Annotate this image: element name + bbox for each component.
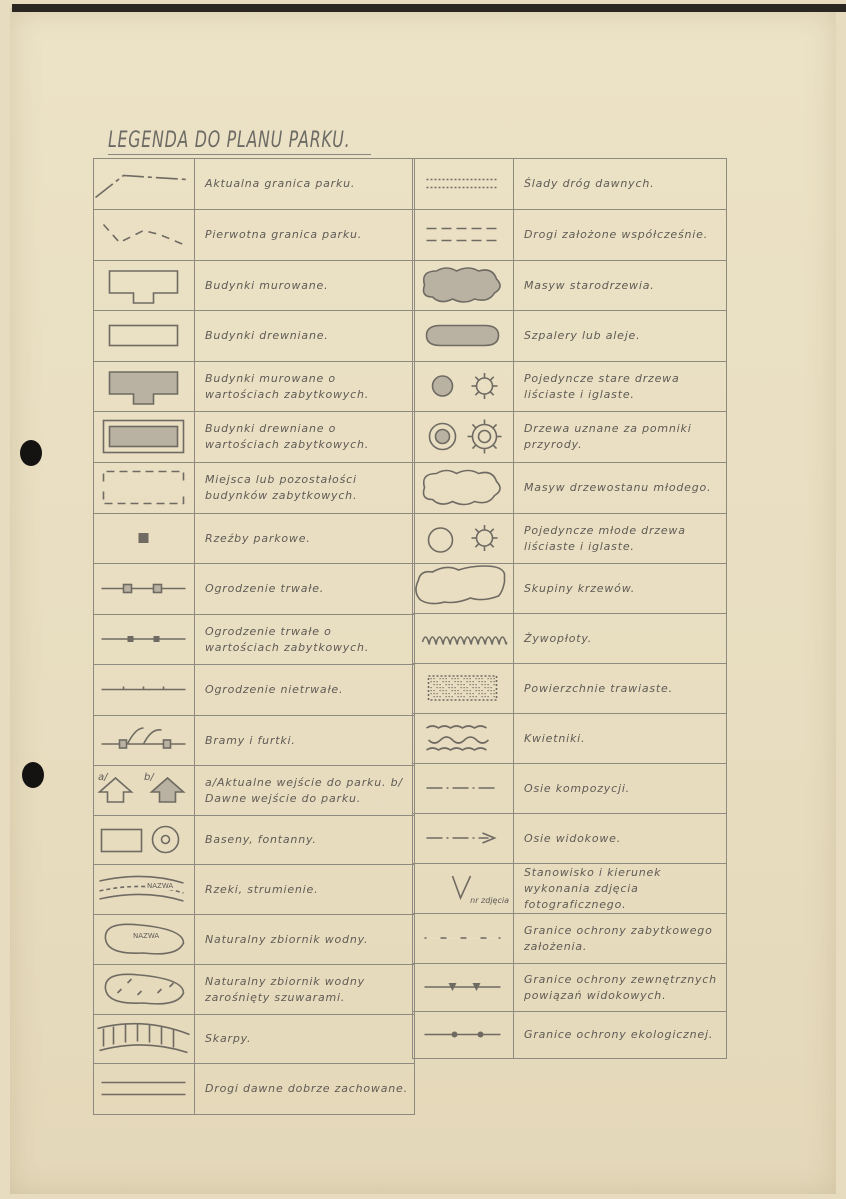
left-label-cell bbox=[194, 864, 415, 915]
historic-masonry-building-icon bbox=[94, 362, 193, 410]
legend-label: Aktualna granica parku. bbox=[205, 177, 356, 190]
left-label-cell bbox=[194, 310, 415, 362]
legend-label: Kwietniki. bbox=[524, 731, 586, 745]
legend-title: LEGENDA DO PLANU PARKU. bbox=[108, 128, 351, 153]
legend-label: Ogrodzenie trwałe o wartościach zabytkowych. bbox=[205, 624, 370, 654]
view-protection-boundary-icon bbox=[413, 964, 512, 1010]
right-label-cell bbox=[513, 763, 727, 814]
right-symbol-cell bbox=[412, 613, 514, 664]
right-label-cell bbox=[513, 209, 727, 261]
hedge-icon bbox=[413, 614, 512, 662]
left-symbol-cell bbox=[93, 914, 195, 965]
legend-label: Ogrodzenie nietrwałe. bbox=[205, 683, 344, 696]
right-label-cell bbox=[513, 863, 727, 914]
entrance-mark-label: b/ bbox=[144, 772, 154, 783]
left-symbol-cell bbox=[93, 964, 195, 1015]
right-symbol-cell bbox=[412, 411, 514, 463]
legend-label: Drogi założone współcześnie. bbox=[524, 228, 709, 241]
right-symbol-cell bbox=[412, 209, 514, 261]
left-symbol-cell bbox=[93, 664, 195, 716]
natural-monument-tree-icon bbox=[413, 412, 512, 461]
left-label-cell bbox=[194, 361, 415, 412]
left-label-cell bbox=[194, 260, 415, 311]
left-label-cell bbox=[194, 614, 415, 665]
legend-label: Ślady dróg dawnych. bbox=[524, 177, 655, 190]
right-label-cell bbox=[513, 361, 727, 412]
left-symbol-cell bbox=[93, 361, 195, 412]
current-boundary-line-icon bbox=[94, 159, 193, 208]
sculpture-icon bbox=[94, 514, 193, 562]
original-boundary-line-icon bbox=[94, 210, 193, 259]
water-name-label: NAZWA bbox=[133, 932, 160, 940]
legend-label: Baseny, fontanny. bbox=[205, 833, 317, 846]
pool-fountain-icon bbox=[94, 816, 193, 863]
legend-label: Żywopłoty. bbox=[524, 631, 593, 645]
right-label-cell bbox=[513, 310, 727, 362]
flowerbed-icon bbox=[413, 714, 512, 762]
right-symbol-cell bbox=[412, 763, 514, 814]
left-symbol-cell bbox=[93, 1014, 195, 1064]
river-icon bbox=[94, 865, 193, 913]
right-label-cell bbox=[513, 411, 727, 463]
legend-label: Budynki drewniane. bbox=[205, 329, 329, 342]
temporary-fence-icon bbox=[94, 665, 193, 714]
legend-label: Bramy i furtki. bbox=[205, 733, 296, 747]
single-old-tree-icon bbox=[413, 362, 512, 410]
left-symbol-cell bbox=[93, 715, 195, 766]
left-label-cell bbox=[194, 462, 415, 514]
right-label-cell bbox=[513, 813, 727, 864]
left-label-cell bbox=[194, 964, 415, 1015]
left-symbol-cell bbox=[93, 411, 195, 463]
left-label-cell bbox=[194, 715, 415, 766]
punch-hole bbox=[20, 440, 42, 466]
legend-label: Granice ochrony zewnętrznych powiązań widokowych. bbox=[524, 972, 717, 1002]
historic-wooden-building-icon bbox=[94, 412, 193, 461]
left-label-cell bbox=[194, 1063, 415, 1115]
legend-label: Skarpy. bbox=[205, 1032, 252, 1045]
view-axis-icon bbox=[413, 814, 512, 862]
wooden-building-icon bbox=[94, 311, 193, 360]
right-symbol-cell bbox=[412, 310, 514, 362]
left-label-cell bbox=[194, 765, 415, 816]
punch-hole bbox=[22, 762, 44, 788]
left-symbol-cell bbox=[93, 1063, 195, 1115]
left-symbol-cell bbox=[93, 614, 195, 665]
gate-icon bbox=[94, 716, 193, 764]
legend-label: Pojedyncze młode drzewa liściaste i iglaste. bbox=[524, 523, 686, 553]
left-label-cell bbox=[194, 411, 415, 463]
legend-label: Miejsca lub pozostałości budynków zabytkowych. bbox=[205, 473, 358, 502]
young-stand-icon bbox=[413, 463, 512, 512]
legend-label: Drzewa uznane za pomniki przyrody. bbox=[524, 422, 692, 451]
left-symbol-cell bbox=[93, 563, 195, 615]
left-symbol-cell bbox=[93, 513, 195, 564]
legend-label: Drogi dawne dobrze zachowane. bbox=[205, 1082, 408, 1095]
right-symbol-cell bbox=[412, 813, 514, 864]
legend-label: Szpalery lub aleje. bbox=[524, 329, 641, 342]
left-label-cell bbox=[194, 1014, 415, 1064]
legend-label: Stanowisko i kierunek wykonania zdjęcia fotograficznego. bbox=[524, 865, 662, 911]
title-underline bbox=[108, 154, 371, 155]
legend-label: Granice ochrony ekologicznej. bbox=[524, 1028, 714, 1041]
left-label-cell bbox=[194, 815, 415, 865]
old-road-traces-icon bbox=[413, 159, 512, 208]
shrub-group-icon bbox=[413, 564, 512, 612]
photo-number-label: nr zdjęcia bbox=[470, 896, 509, 905]
right-label-cell bbox=[513, 613, 727, 664]
left-symbol-cell bbox=[93, 260, 195, 311]
legend-label: Skupiny krzewów. bbox=[524, 581, 636, 595]
legend-label: Budynki murowane o wartościach zabytkowych. bbox=[205, 371, 370, 401]
left-symbol-cell bbox=[93, 310, 195, 362]
right-label-cell bbox=[513, 158, 727, 210]
right-symbol-cell bbox=[412, 863, 514, 914]
legend-label: Rzeźby parkowe. bbox=[205, 531, 311, 545]
legend-label: Rzeki, strumienie. bbox=[205, 882, 319, 896]
legend-label: Masyw drzewostanu młodego. bbox=[524, 481, 712, 494]
right-label-cell bbox=[513, 713, 727, 764]
right-symbol-cell bbox=[412, 963, 514, 1012]
right-symbol-cell bbox=[412, 713, 514, 764]
left-symbol-cell bbox=[93, 765, 195, 816]
left-label-cell bbox=[194, 563, 415, 615]
left-label-cell bbox=[194, 664, 415, 716]
left-symbol-cell bbox=[93, 815, 195, 865]
right-label-cell bbox=[513, 913, 727, 964]
right-symbol-cell bbox=[412, 361, 514, 412]
avenue-icon bbox=[413, 311, 512, 360]
masonry-building-icon bbox=[94, 261, 193, 309]
escarpment-icon bbox=[94, 1015, 193, 1062]
left-label-cell bbox=[194, 209, 415, 261]
overgrown-pond-icon bbox=[94, 965, 193, 1013]
legend-label: Pierwotna granica parku. bbox=[205, 228, 363, 241]
building-remains-icon bbox=[94, 463, 193, 512]
single-young-tree-icon bbox=[413, 514, 512, 562]
right-symbol-cell bbox=[412, 462, 514, 514]
left-symbol-cell bbox=[93, 209, 195, 261]
lawn-icon bbox=[413, 664, 512, 712]
right-label-cell bbox=[513, 1011, 727, 1059]
scan-top-edge bbox=[12, 4, 846, 12]
historic-fence-icon bbox=[94, 615, 193, 663]
legend-label: Naturalny zbiornik wodny zarośnięty szuwarami. bbox=[205, 974, 365, 1004]
right-symbol-cell bbox=[412, 563, 514, 614]
right-label-cell bbox=[513, 462, 727, 514]
water-name-label: NAZWA bbox=[147, 882, 174, 890]
right-label-cell bbox=[513, 663, 727, 714]
right-label-cell bbox=[513, 963, 727, 1012]
right-label-cell bbox=[513, 260, 727, 311]
right-symbol-cell bbox=[412, 1011, 514, 1059]
protection-boundary-icon bbox=[413, 914, 512, 962]
modern-roads-icon bbox=[413, 210, 512, 259]
legend-label: Ogrodzenie trwałe. bbox=[205, 582, 325, 595]
legend-label: Osie widokowe. bbox=[524, 831, 622, 845]
right-symbol-cell bbox=[412, 913, 514, 964]
left-label-cell bbox=[194, 513, 415, 564]
legend-label: Pojedyncze stare drzewa liściaste i iglaste. bbox=[524, 371, 680, 401]
legend-label: Budynki drewniane o wartościach zabytkowych. bbox=[205, 422, 370, 451]
entrance-mark-label: a/ bbox=[98, 772, 108, 783]
legend-label: Powierzchnie trawiaste. bbox=[524, 681, 673, 695]
old-tree-stand-icon bbox=[413, 261, 512, 309]
ecological-boundary-icon bbox=[413, 1012, 512, 1057]
legend-label: a/Aktualne wejście do parku. b/ Dawne wejście do parku. bbox=[205, 775, 403, 805]
right-symbol-cell bbox=[412, 158, 514, 210]
left-label-cell bbox=[194, 158, 415, 210]
right-symbol-cell bbox=[412, 513, 514, 564]
legend-label: Masyw starodrzewia. bbox=[524, 278, 655, 292]
composition-axis-icon bbox=[413, 764, 512, 812]
left-symbol-cell bbox=[93, 158, 195, 210]
old-road-icon bbox=[94, 1064, 193, 1113]
permanent-fence-icon bbox=[94, 564, 193, 613]
legend-label: Naturalny zbiornik wodny. bbox=[205, 932, 369, 946]
right-symbol-cell bbox=[412, 260, 514, 311]
right-label-cell bbox=[513, 513, 727, 564]
legend-label: Granice ochrony zabytkowego założenia. bbox=[524, 923, 713, 953]
right-symbol-cell bbox=[412, 663, 514, 714]
left-label-cell bbox=[194, 914, 415, 965]
right-label-cell bbox=[513, 563, 727, 614]
legend-label: Osie kompozycji. bbox=[524, 781, 630, 795]
left-symbol-cell bbox=[93, 864, 195, 915]
legend-label: Budynki murowane. bbox=[205, 278, 329, 292]
left-symbol-cell bbox=[93, 462, 195, 514]
